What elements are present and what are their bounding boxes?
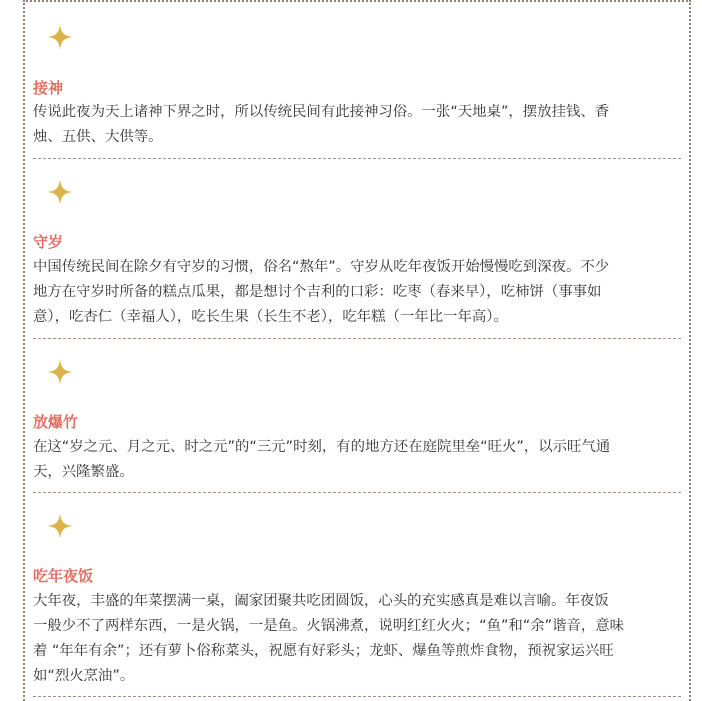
section-divider xyxy=(33,338,681,339)
body-line: 着 “年年有余”；还有萝卜俗称菜头，祝愿有好彩头；龙虾、爆鱼等煎炸食物，预祝家运兴旺 xyxy=(33,643,614,659)
sparkle-star-icon xyxy=(47,513,73,539)
section-title: 接神 xyxy=(33,79,64,97)
section-title: 放爆竹 xyxy=(33,413,79,431)
section-title: 守岁 xyxy=(33,233,64,251)
body-line: 传说此夜为天上诸神下界之时，所以传统民间有此接神习俗。一张“天地桌”，摆放挂钱、香 xyxy=(33,104,610,120)
section-title: 吃年夜饭 xyxy=(33,567,94,585)
body-line: 中国传统民间在除夕有守岁的习惯，俗名“熬年”。守岁从吃年夜饭开始慢慢吃到深夜。不少 xyxy=(33,259,610,275)
body-line: 天，兴隆繁盛。 xyxy=(33,464,134,480)
sparkle-star-icon xyxy=(47,359,73,385)
body-line: 意），吃杏仁（幸福人），吃长生果（长生不老），吃年糕（一年比一年高）。 xyxy=(33,309,508,325)
body-line: 在这“岁之元、月之元、时之元”的“三元”时刻，有的地方还在庭院里垒“旺火”，以示旺气通 xyxy=(33,439,611,455)
section-divider xyxy=(33,158,681,159)
sparkle-star-icon xyxy=(47,24,73,50)
section-divider xyxy=(33,492,681,493)
section-body xyxy=(33,255,677,330)
section-body xyxy=(33,100,677,150)
body-line: 大年夜，丰盛的年菜摆满一桌，阖家团聚共吃团圆饭，心头的充实感真是难以言喻。年夜饭 xyxy=(33,593,609,609)
body-line: 地方在守岁时所备的糕点瓜果，都是想讨个吉利的口彩：吃枣（春来早），吃柿饼（事事如 xyxy=(33,284,602,300)
body-line: 烛、五供、大供等。 xyxy=(33,129,163,145)
section-body xyxy=(33,435,677,485)
body-line: 如“烈火烹油”。 xyxy=(33,668,135,684)
sparkle-star-icon xyxy=(47,179,73,205)
body-line: 一般少不了两样东西，一是火锅，一是鱼。火锅沸煮，说明红红火火；“鱼”和“余”谐音，意味 xyxy=(33,618,625,634)
section-body xyxy=(33,589,677,689)
section-divider xyxy=(33,696,681,697)
